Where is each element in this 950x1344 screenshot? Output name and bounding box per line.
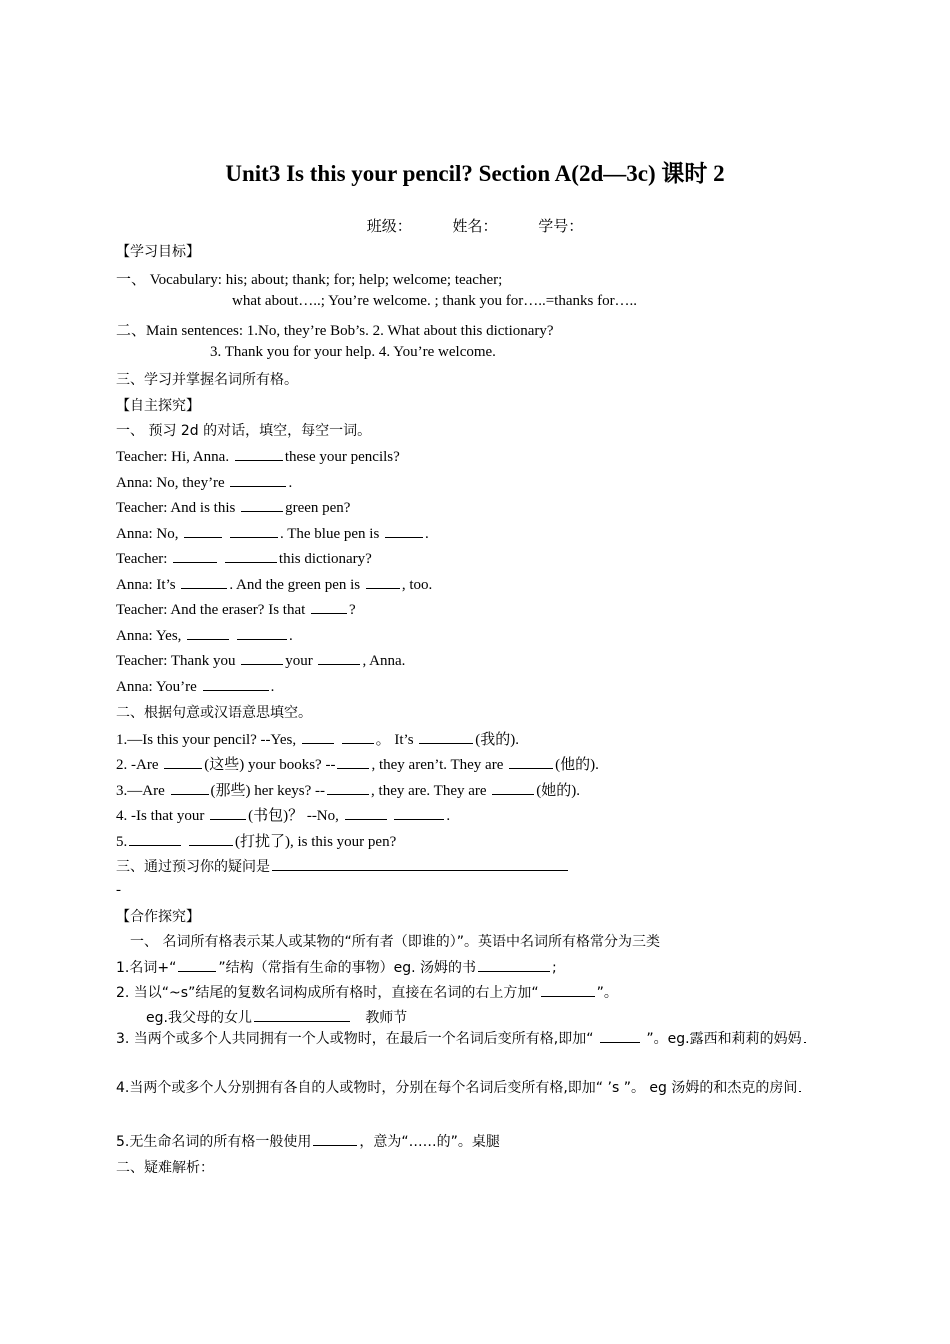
blank[interactable]	[210, 805, 246, 820]
blank[interactable]	[419, 729, 473, 744]
blank[interactable]	[342, 729, 374, 744]
goal-vocabulary: 一、 Vocabulary: his; about; thank; for; help; welcome; teacher;	[116, 272, 503, 288]
class-label: 班级：	[366, 217, 412, 235]
rule-3: 3. 当两个或多个人共同拥有一个人或物时，在最后一个名词后变所有格,即加“ ”。eg.露西和莉莉的妈妈	[116, 1027, 836, 1052]
dialog-line-10: Anna: You’re .	[116, 676, 274, 696]
blank[interactable]	[509, 754, 553, 769]
dialog-line-8: Anna: Yes, .	[116, 625, 293, 645]
fill-item-2: 2. -Are (这些) your books? -- , they aren’t. They are (他的).	[116, 753, 599, 774]
blank[interactable]	[799, 1077, 801, 1092]
blank[interactable]	[302, 729, 334, 744]
blank[interactable]	[385, 523, 423, 538]
blank[interactable]	[366, 574, 400, 589]
rule-2-example: eg.我父母的女儿 教师节	[146, 1007, 407, 1027]
blank[interactable]	[230, 523, 278, 538]
dialog-line-9: Teacher: Thank you your , Anna.	[116, 650, 405, 670]
blank[interactable]	[235, 446, 283, 461]
fill-item-3: 3.—Are (那些) her keys? -- , they are. They are (她的).	[116, 779, 580, 800]
number-label: 学号：	[538, 217, 584, 235]
blank[interactable]	[181, 574, 227, 589]
goal-sentences-cont: 3. Thank you for your help. 4. You’re welcome.	[210, 344, 496, 360]
task1-instruction: 一、 预习 2d 的对话，填空，每空一词。	[116, 423, 372, 439]
blank[interactable]	[164, 754, 202, 769]
blank[interactable]	[600, 1028, 640, 1043]
blank[interactable]	[230, 472, 286, 487]
dialog-line-2: Anna: No, they’re .	[116, 472, 292, 492]
blank[interactable]	[187, 625, 229, 640]
blank[interactable]	[178, 957, 216, 972]
rule-5: 5.无生命名词的所有格一般使用 ，意为“……的”。桌腿	[116, 1131, 500, 1151]
blank[interactable]	[345, 805, 387, 820]
blank[interactable]	[129, 831, 181, 846]
question-blank[interactable]	[272, 856, 568, 871]
blank[interactable]	[394, 805, 444, 820]
dialog-line-7: Teacher: And the eraser? Is that ?	[116, 599, 356, 619]
dash-mark: -	[116, 882, 121, 898]
blank[interactable]	[241, 497, 283, 512]
blank[interactable]	[804, 1028, 806, 1043]
goal-possessive: 三、学习并掌握名词所有格。	[116, 372, 298, 388]
dialog-line-5: Teacher: this dictionary?	[116, 548, 372, 568]
task3-question: 三、通过预习你的疑问是	[116, 856, 570, 876]
blank[interactable]	[318, 650, 360, 665]
rule-2: 2. 当以“~s”结尾的复数名词构成所有格时，直接在名词的右上方加“ ”。	[116, 982, 618, 1002]
blank[interactable]	[184, 523, 222, 538]
dialog-line-1: Teacher: Hi, Anna. these your pencils?	[116, 446, 400, 466]
fill-item-4: 4. -Is that your (书包)？ --No, .	[116, 804, 450, 825]
blank[interactable]	[189, 831, 233, 846]
blank[interactable]	[337, 754, 369, 769]
fill-item-1: 1.—Is this your pencil? --Yes, 。 It’s (我的).	[116, 728, 519, 749]
blank[interactable]	[237, 625, 287, 640]
dialog-line-4: Anna: No, . The blue pen is .	[116, 523, 429, 543]
goals-heading: 【学习目标】	[116, 244, 200, 260]
task2-instruction: 二、根据句意或汉语意思填空。	[116, 705, 312, 721]
name-label: 姓名：	[452, 217, 498, 235]
blank[interactable]	[311, 599, 347, 614]
rule-4: 4.当两个或多个人分别拥有各自的人或物时，分别在每个名词后变所有格,即加“ ’s ”。 eg 汤姆的和杰克的房间	[116, 1076, 836, 1101]
goal-vocabulary-cont: what about…..; You’re welcome. ; thank you for…..=thanks for…..	[232, 293, 638, 309]
blank[interactable]	[173, 548, 217, 563]
blank[interactable]	[541, 982, 595, 997]
blank[interactable]	[327, 780, 369, 795]
fill-item-5: 5. (打扰了), is this your pen?	[116, 830, 396, 851]
blank[interactable]	[313, 1131, 357, 1146]
blank[interactable]	[241, 650, 283, 665]
page-title: Unit3 Is this your pencil? Section A(2d—3c) 课时 2	[225, 161, 725, 186]
dialog-line-6: Anna: It’s . And the green pen is , too.	[116, 574, 432, 594]
blank[interactable]	[203, 676, 269, 691]
rule-1: 1.名词+“ ”结构（常指有生命的事物）eg. 汤姆的书 ;	[116, 957, 557, 977]
coop-intro: 一、 名词所有格表示某人或某物的“所有者（即谁的）”。英语中名词所有格常分为三类	[130, 934, 660, 950]
blank[interactable]	[478, 957, 550, 972]
dialog-line-3: Teacher: And is this green pen?	[116, 497, 350, 517]
goal-sentences: 二、Main sentences: 1.No, they’re Bob’s. 2. What about this dictionary?	[116, 323, 554, 339]
blank[interactable]	[171, 780, 209, 795]
blank[interactable]	[225, 548, 277, 563]
blank[interactable]	[254, 1007, 350, 1022]
self-study-heading: 【自主探究】	[116, 398, 200, 414]
blank[interactable]	[492, 780, 534, 795]
difficulty-heading: 二、疑难解析：	[116, 1160, 214, 1176]
coop-heading: 【合作探究】	[116, 909, 200, 925]
student-info	[0, 215, 950, 236]
